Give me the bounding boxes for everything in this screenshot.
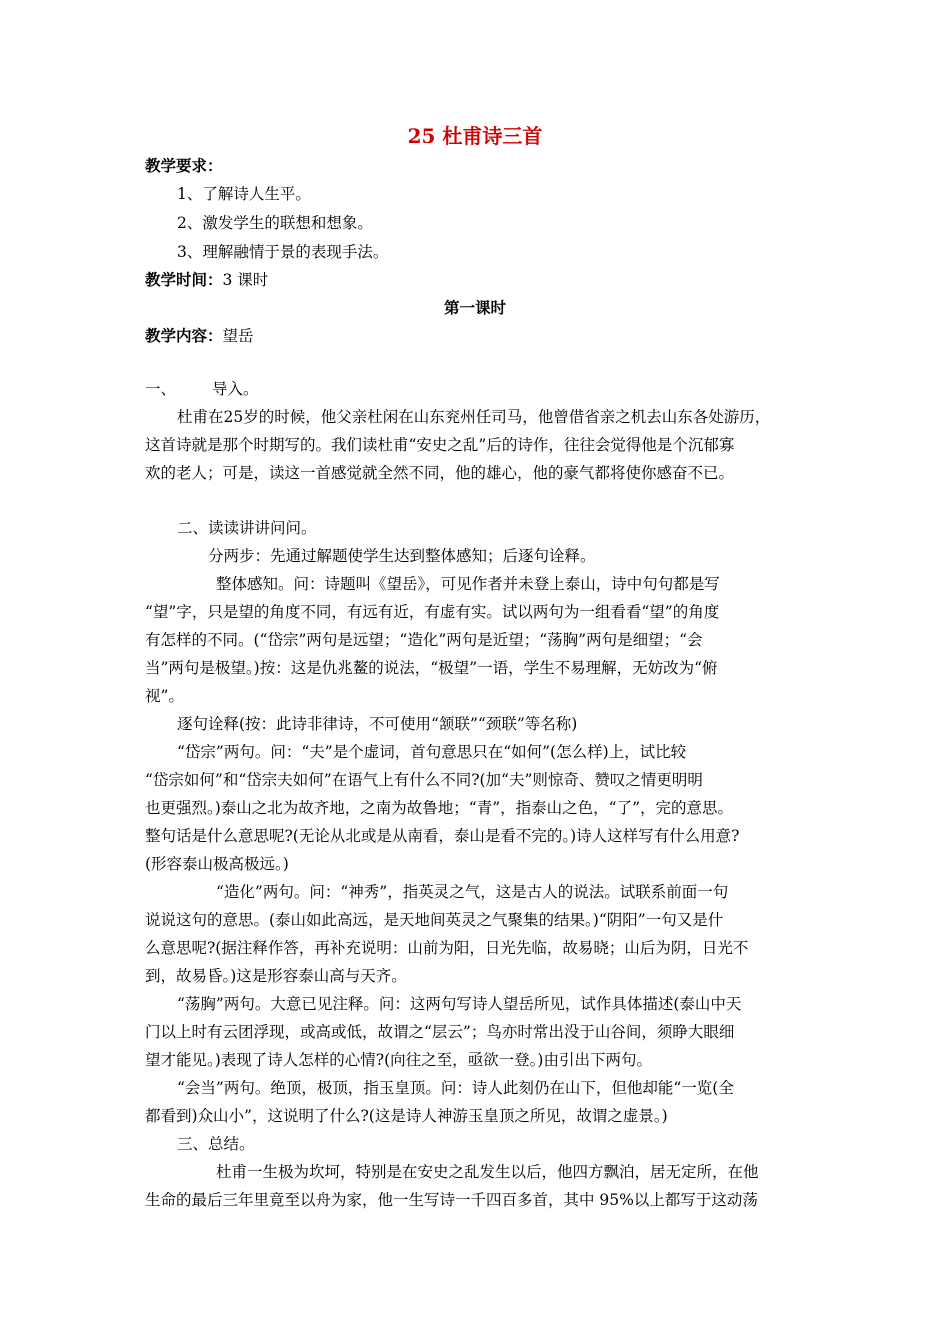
daizong-paragraph-line: 也更强烈。)泰山之北为故齐地，之南为故鲁地；“青”，指泰山之色，“了”，完的意思。 <box>145 799 733 817</box>
lesson-heading: 第一课时 <box>443 298 506 317</box>
intro-paragraph-line: 杜甫在25岁的时候，他父亲杜闲在山东兖州任司马，他曾借省亲之机去山东各处游历， <box>177 408 771 426</box>
summary-paragraph-line: 生命的最后三年里竟至以舟为家，他一生写诗一千四百多首，其中 95%以上都写于这动荡 <box>145 1191 758 1209</box>
zaohua-paragraph-line: 么意思呢?(据注释作答，再补充说明：山前为阳，日光先临，故易晓；山后为阴，日光不 <box>145 939 749 957</box>
section-1-title: 导入。 <box>212 380 259 398</box>
daizong-paragraph-line: “岱宗如何”和“岱宗夫如何”在语气上有什么不同?(加“夫”则惊奇、赞叹之情更明明 <box>145 771 703 789</box>
overview-paragraph-line: 当”两句是极望。)按：这是仇兆鳌的说法，“极望”一语，学生不易理解，无妨改为“俯 <box>145 659 718 677</box>
teaching-content-value: 望岳 <box>222 327 254 345</box>
teaching-content <box>145 325 254 347</box>
dangxiong-paragraph-line: “荡胸”两句。大意已见注释。问：这两句写诗人望岳所见，试作具体描述(泰山中天 <box>177 995 742 1013</box>
section-2-title: 二、读读讲讲问问。 <box>177 519 317 537</box>
requirement-item: 2、激发学生的联想和想象。 <box>177 214 373 232</box>
intro-paragraph-line: 这首诗就是那个时期写的。我们读杜甫“安史之乱”后的诗作，往往会觉得他是个沉郁寡 <box>145 436 735 454</box>
zaohua-paragraph-line: 说说这句的意思。(泰山如此高远，是天地间英灵之气聚集的结果。)“阴阳”一句又是什 <box>145 911 724 929</box>
requirements-label: 教学要求： <box>145 156 223 175</box>
teaching-time <box>145 269 268 291</box>
dangxiong-paragraph-line: 望才能见。)表现了诗人怎样的心情?(向往之至，亟欲一登。)由引出下两句。 <box>145 1051 652 1069</box>
page-title: 25 杜甫诗三首 <box>407 124 543 148</box>
overview-paragraph-line: “望”字，只是望的角度不同，有远有近，有虚有实。试以两句为一组看看“望”的角度 <box>145 603 720 621</box>
zaohua-paragraph-line: 到，故易昏。)这是形容泰山高与天齐。 <box>145 967 407 985</box>
huidang-paragraph-line: “会当”两句。绝顶，极顶，指玉皇顶。问：诗人此刻仍在山下，但他却能“一览(全 <box>177 1079 734 1097</box>
intro-paragraph-line: 欢的老人；可是，读这一首感觉就全然不同，他的雄心，他的豪气都将使你感奋不已。 <box>145 464 735 482</box>
overview-paragraph-line: 有怎样的不同。(“岱宗”两句是远望；“造化”两句是近望；“荡胸”两句是细望；“会 <box>145 631 703 649</box>
huidang-paragraph-line: 都看到)众山小”，这说明了什么?(这是诗人神游玉皇顶之所见，故谓之虚景。) <box>145 1107 668 1125</box>
steps-paragraph: 分两步：先通过解题使学生达到整体感知；后逐句诠释。 <box>208 547 596 565</box>
overview-paragraph-line: 视”。 <box>145 687 184 705</box>
daizong-paragraph-line: 整句话是什么意思呢?(无论从北或是从南看，泰山是看不完的。)诗人这样写有什么用意? <box>145 827 740 845</box>
requirement-item: 1、了解诗人生平。 <box>177 185 311 203</box>
daizong-paragraph-line: “岱宗”两句。问：“夫”是个虚词，首句意思只在“如何”(怎么样)上，试比较 <box>177 743 687 761</box>
teaching-time-label: 教学时间： <box>145 270 223 289</box>
daizong-paragraph-line: (形容泰山极高极远。) <box>145 855 289 873</box>
section-3-title: 三、总结。 <box>177 1135 255 1153</box>
summary-paragraph-line: 杜甫一生极为坎坷，特别是在安史之乱发生以后，他四方飘泊，居无定所，在他 <box>216 1163 759 1181</box>
section-1-number: 一、 <box>145 380 177 398</box>
zaohua-paragraph-line: “造化”两句。问：“神秀”，指英灵之气，这是古人的说法。试联系前面一句 <box>216 883 729 901</box>
dangxiong-paragraph-line: 门以上时有云团浮现，或高或低，故谓之“层云”；鸟亦时常出没于山谷间，须睁大眼细 <box>145 1023 735 1041</box>
line-by-line-heading: 逐句诠释(按：此诗非律诗，不可使用“颔联”“颈联”等名称) <box>177 715 578 733</box>
overview-paragraph-line: 整体感知。问：诗题叫《望岳》，可见作者并未登上泰山，诗中句句都是写 <box>216 575 720 593</box>
teaching-time-value: 3 课时 <box>222 271 269 289</box>
requirement-item: 3、理解融情于景的表现手法。 <box>177 243 389 261</box>
teaching-content-label: 教学内容： <box>145 326 223 345</box>
